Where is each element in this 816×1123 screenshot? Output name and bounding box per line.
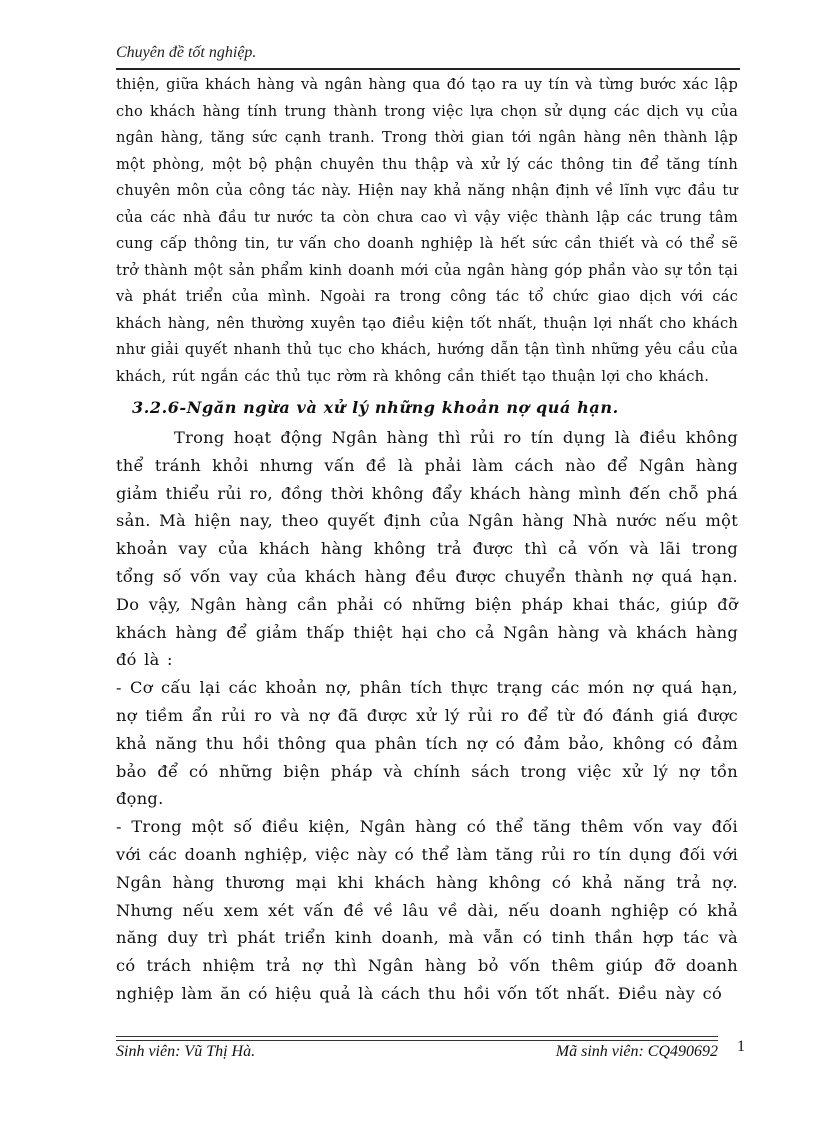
header-divider (116, 68, 740, 70)
bullet-paragraph-1: - Cơ cấu lại các khoản nợ, phân tích thực trạng các món nợ quá hạn, nợ tiềm ẩn rủi ro và nợ đã được xử lý rủi ro để từ đó đánh giá được khả năng thu hồi thông qua phân tích nợ có đảm bảo, không có đảm bảo để có những biện pháp và chính sách trong việc xử lý nợ tồn đọng. (116, 678, 738, 809)
document-header-title: Chuyên đề tốt nghiệp. (116, 44, 257, 61)
section-heading: 3.2.6-Ngăn ngừa và xử lý những khoản nợ quá hạn. (132, 398, 619, 417)
continuation-paragraph: thiện, giữa khách hàng và ngân hàng qua đó tạo ra uy tín và từng bước xác lập cho khách hàng tính trung thành trong việc lựa chọn sử dụng các dịch vụ của ngân hàng, tăng sức cạnh tranh. Trong thời gian tới ngân hàng nên thành lập một phòng, một bộ phận chuyên thu thập và xử lý các thông tin để tăng tính chuyên môn của công tác này. Hiện nay khả năng nhận định về lĩnh vực đầu tư của các nhà đầu tư nước ta còn chưa cao vì vậy việc thành lập các trung tâm cung cấp thông tin, tư vấn cho doanh nghiệp là hết sức cần thiết và có thể sẽ trở thành một sản phẩm kinh doanh mới của ngân hàng góp phần vào sự tồn tại và phát triển của mình. Ngoài ra trong công tác tổ chức giao dịch với các khách hàng, nên thường xuyên tạo điều kiện tốt nhất, thuận lợi nhất cho khách như giải quyết nhanh thủ tục cho khách, hướng dẫn tận tình những yêu cầu của khách, rút ngắn các thủ tục rờm rà không cần thiết tạo thuận lợi cho khách. (116, 76, 738, 385)
footer-student-code: Mã sinh viên: CQ490692 (555, 1043, 718, 1060)
footer-student-name: Sinh viên: Vũ Thị Hà. (116, 1043, 256, 1060)
intro-paragraph: Trong hoạt động Ngân hàng thì rủi ro tín dụng là điều không thể tránh khỏi nhưng vấn đề là phải làm cách nào để Ngân hàng giảm thiểu rủi ro, đồng thời không đẩy khách hàng mình đến chỗ phá sản. Mà hiện nay, theo quyết định của Ngân hàng Nhà nước nếu một khoản vay của khách hàng không trả được thì cả vốn và lãi trong tổng số vốn vay của khách hàng đều được chuyển thành nợ quá hạn. Do vậy, Ngân hàng cần phải có những biện pháp khai thác, giúp đỡ khách hàng để giảm thấp thiệt hại cho cả Ngân hàng và khách hàng đó là : (116, 428, 738, 670)
footer-divider-bottom (116, 1040, 718, 1041)
footer-divider-top (116, 1036, 718, 1037)
bullet-paragraph-2: - Trong một số điều kiện, Ngân hàng có thể tăng thêm vốn vay đối với các doanh nghiệp, việc này có thể làm tăng rủi ro tín dụng đối với Ngân hàng thương mại khi khách hàng không có khả năng trả nợ. Nhưng nếu xem xét vấn đề về lâu về dài, nếu doanh nghiệp có khả năng duy trì phát triển kinh doanh, mà vẫn có tinh thần hợp tác và có trách nhiệm trả nợ thì Ngân hàng bỏ vốn thêm giúp đỡ doanh nghiệp làm ăn có hiệu quả là cách thu hồi vốn tốt nhất. Điều này có (116, 817, 738, 1003)
page-number: 1 (737, 1038, 745, 1055)
document-body (116, 72, 738, 1008)
